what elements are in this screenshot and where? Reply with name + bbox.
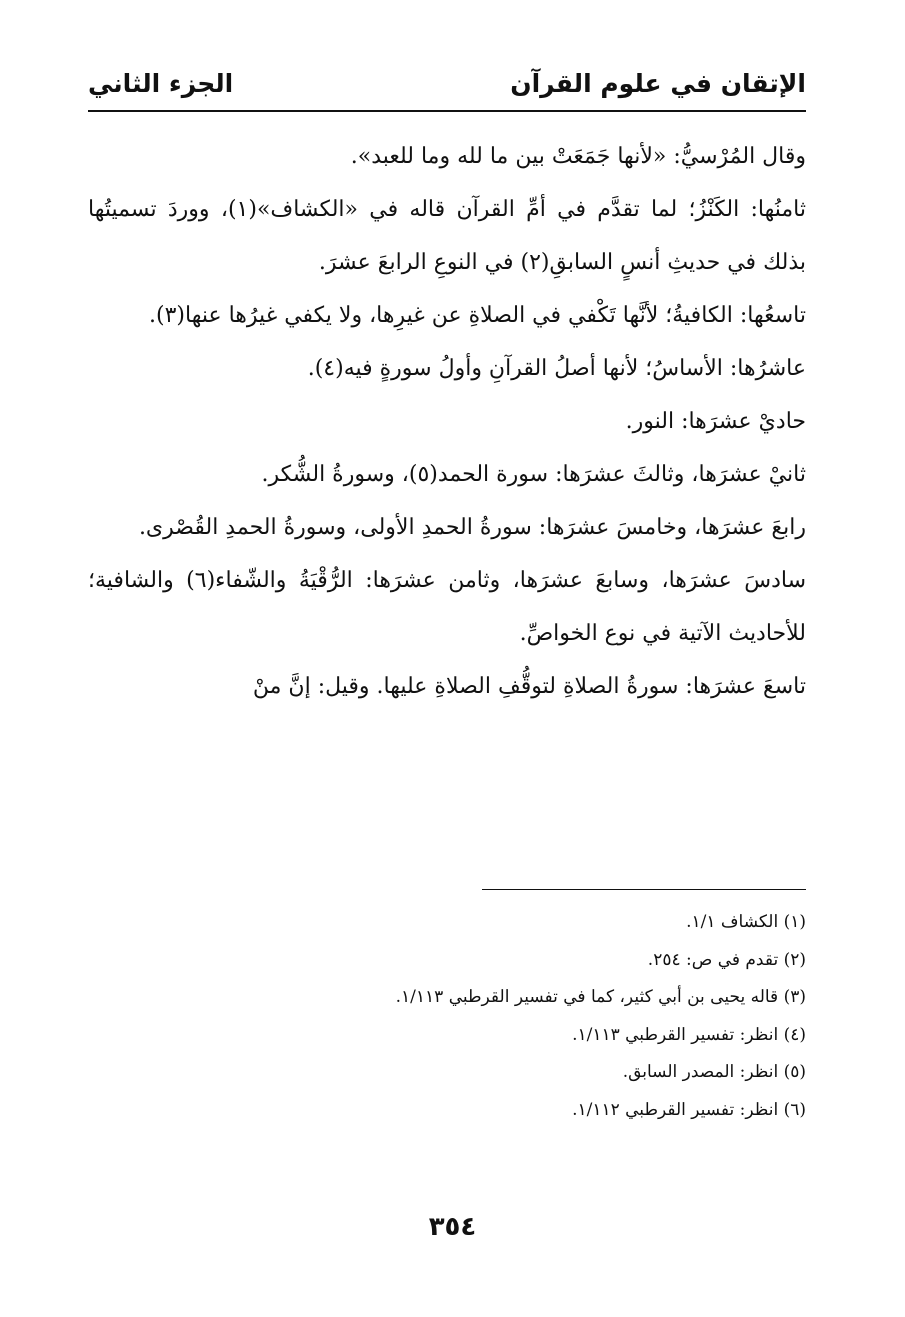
footnote: (٢) تقدم في ص: ٢٥٤. <box>647 949 806 970</box>
footnote-divider <box>482 889 806 890</box>
paragraph: وقال المُرْسيُّ: «لأنها جَمَعَتْ بين ما لله وما للعبد». <box>350 144 806 169</box>
paragraph: ثانيْ عشرَها، وثالثَ عشرَها: سورة الحمد(٥)، وسورةُ الشُّكر. <box>261 462 806 487</box>
book-title: الإتقان في علوم القرآن <box>510 68 806 98</box>
footnote: (٥) انظر: المصدر السابق. <box>622 1062 806 1082</box>
footnote: (٣) قاله يحيى بن أبي كثير، كما في تفسير القرطبي ١/١١٣. <box>395 987 806 1007</box>
running-header <box>88 60 806 106</box>
paragraph: تاسعَ عشرَها: سورةُ الصلاةِ لتوقُّفِ الصلاةِ عليها. وقيل: إنَّ منْ <box>252 674 806 699</box>
paragraph: عاشرُها: الأساسُ؛ لأنها أصلُ القرآنِ وأولُ سورةٍ فيه(٤). <box>307 356 806 381</box>
footnotes <box>88 904 806 1129</box>
main-text <box>88 130 806 713</box>
paragraph: رابعَ عشرَها، وخامسَ عشرَها: سورةُ الحمدِ الأولى، وسورةُ الحمدِ القُصْرى. <box>138 515 806 540</box>
footnote: (٦) انظر: تفسير القرطبي ١/١١٢. <box>572 1099 806 1120</box>
footnote: (٤) انظر: تفسير القرطبي ١/١١٣. <box>572 1024 806 1045</box>
paragraph: تاسعُها: الكافيةُ؛ لأنَّها تَكْفي في الصلاةِ عن غيرِها، ولا يكفي غيرُها عنها(٣). <box>149 303 806 328</box>
paragraph: ثامنُها: الكَنْزُ؛ لما تقدَّم في أمِّ القرآن قاله في «الكشاف»(١)، ووردَ تسميتُها بذلك في حديثِ أنسٍ السابقِ(٢) في النوعِ الرابعَ عشرَ. <box>88 197 806 275</box>
paragraph: حاديْ عشرَها: النور. <box>625 409 806 434</box>
header-divider <box>88 110 806 112</box>
volume-label: الجزء الثاني <box>88 68 234 98</box>
page-number: ٣٥٤ <box>428 1212 477 1242</box>
paragraph: سادسَ عشرَها، وسابعَ عشرَها، وثامن عشرَها: الرُّقْيَةُ والشّفاء(٦) والشافية؛ للأحاديث الآتية في نوع الخواصِّ. <box>88 568 806 646</box>
footnote: (١) الكشاف ١/١. <box>686 912 806 932</box>
